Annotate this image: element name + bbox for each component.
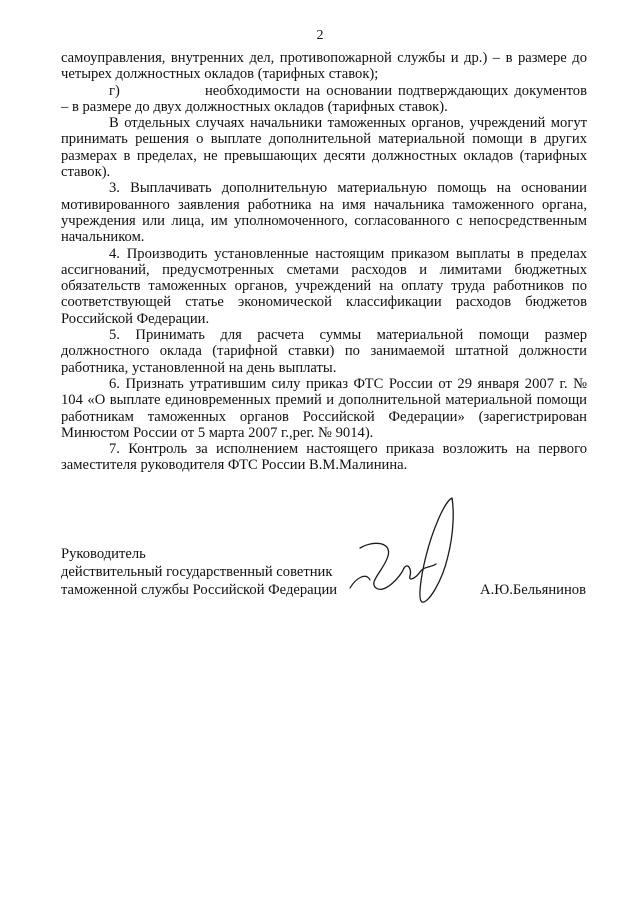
signatory-title-line-3: таможенной службы Российской Федерации [61,582,338,598]
signatory-title-line-2: действительный государственный советник [61,564,333,580]
signatory-title-line-1: Руководитель [61,546,146,562]
paragraph-item-6: 6. Признать утратившим силу приказ ФТС России от 29 января 2007 г. № 104 «О выплате единовременных премий и дополнительной материальной помощи работникам таможенных органов Российской Федерации» (зарегистрирован Минюстом России от 5 марта 2007 г.,рег. № 9014). [61,375,587,441]
handwritten-signature [340,492,480,632]
document-body [61,50,587,474]
paragraph-item-4: 4. Производить установленные настоящим приказом выплаты в пределах ассигнований, предусмотренных сметами расходов и лимитами бюджетных обязательств таможенных органов, учреждений на оплату труда работников по соответствующей статье экономической классификации расходов бюджетов Российской Федерации. [61,245,587,327]
paragraph-continuation: самоуправления, внутренних дел, противопожарной службы и др.) – в размере до четырех должностных окладов (тарифных ставок); [61,50,587,83]
list-item-g-text: необходимости на основании подтверждающих документов – в размере до двух должностных окладов (тарифных ставок). [61,82,587,115]
paragraph-item-3: 3. Выплачивать дополнительную материальную помощь на основании мотивированного заявления работника на имя начальника таможенного органа, учреждения или лица, им уполномоченного, согласованного с непосредственным начальником. [61,180,587,246]
signatory-name: А.Ю.Бельянинов [480,582,586,598]
page-number: 2 [316,28,324,43]
paragraph-special-cases: В отдельных случаях начальники таможенных органов, учреждений могут принимать решения о выплате дополнительной материальной помощи в других размерах в пределах, не превышающих десяти должностных окладов (тарифных ставок). [61,115,587,181]
list-item-g-letter: г) [109,82,120,99]
paragraph-item-7: 7. Контроль за исполнением настоящего приказа возложить на первого заместителя руководителя ФТС России В.М.Малинина. [61,441,587,474]
list-item-g [61,83,587,116]
paragraph-item-5: 5. Принимать для расчета суммы материальной помощи размер должностного оклада (тарифной ставки) по занимаемой штатной должности работника, установленной на день выплаты. [61,327,587,376]
